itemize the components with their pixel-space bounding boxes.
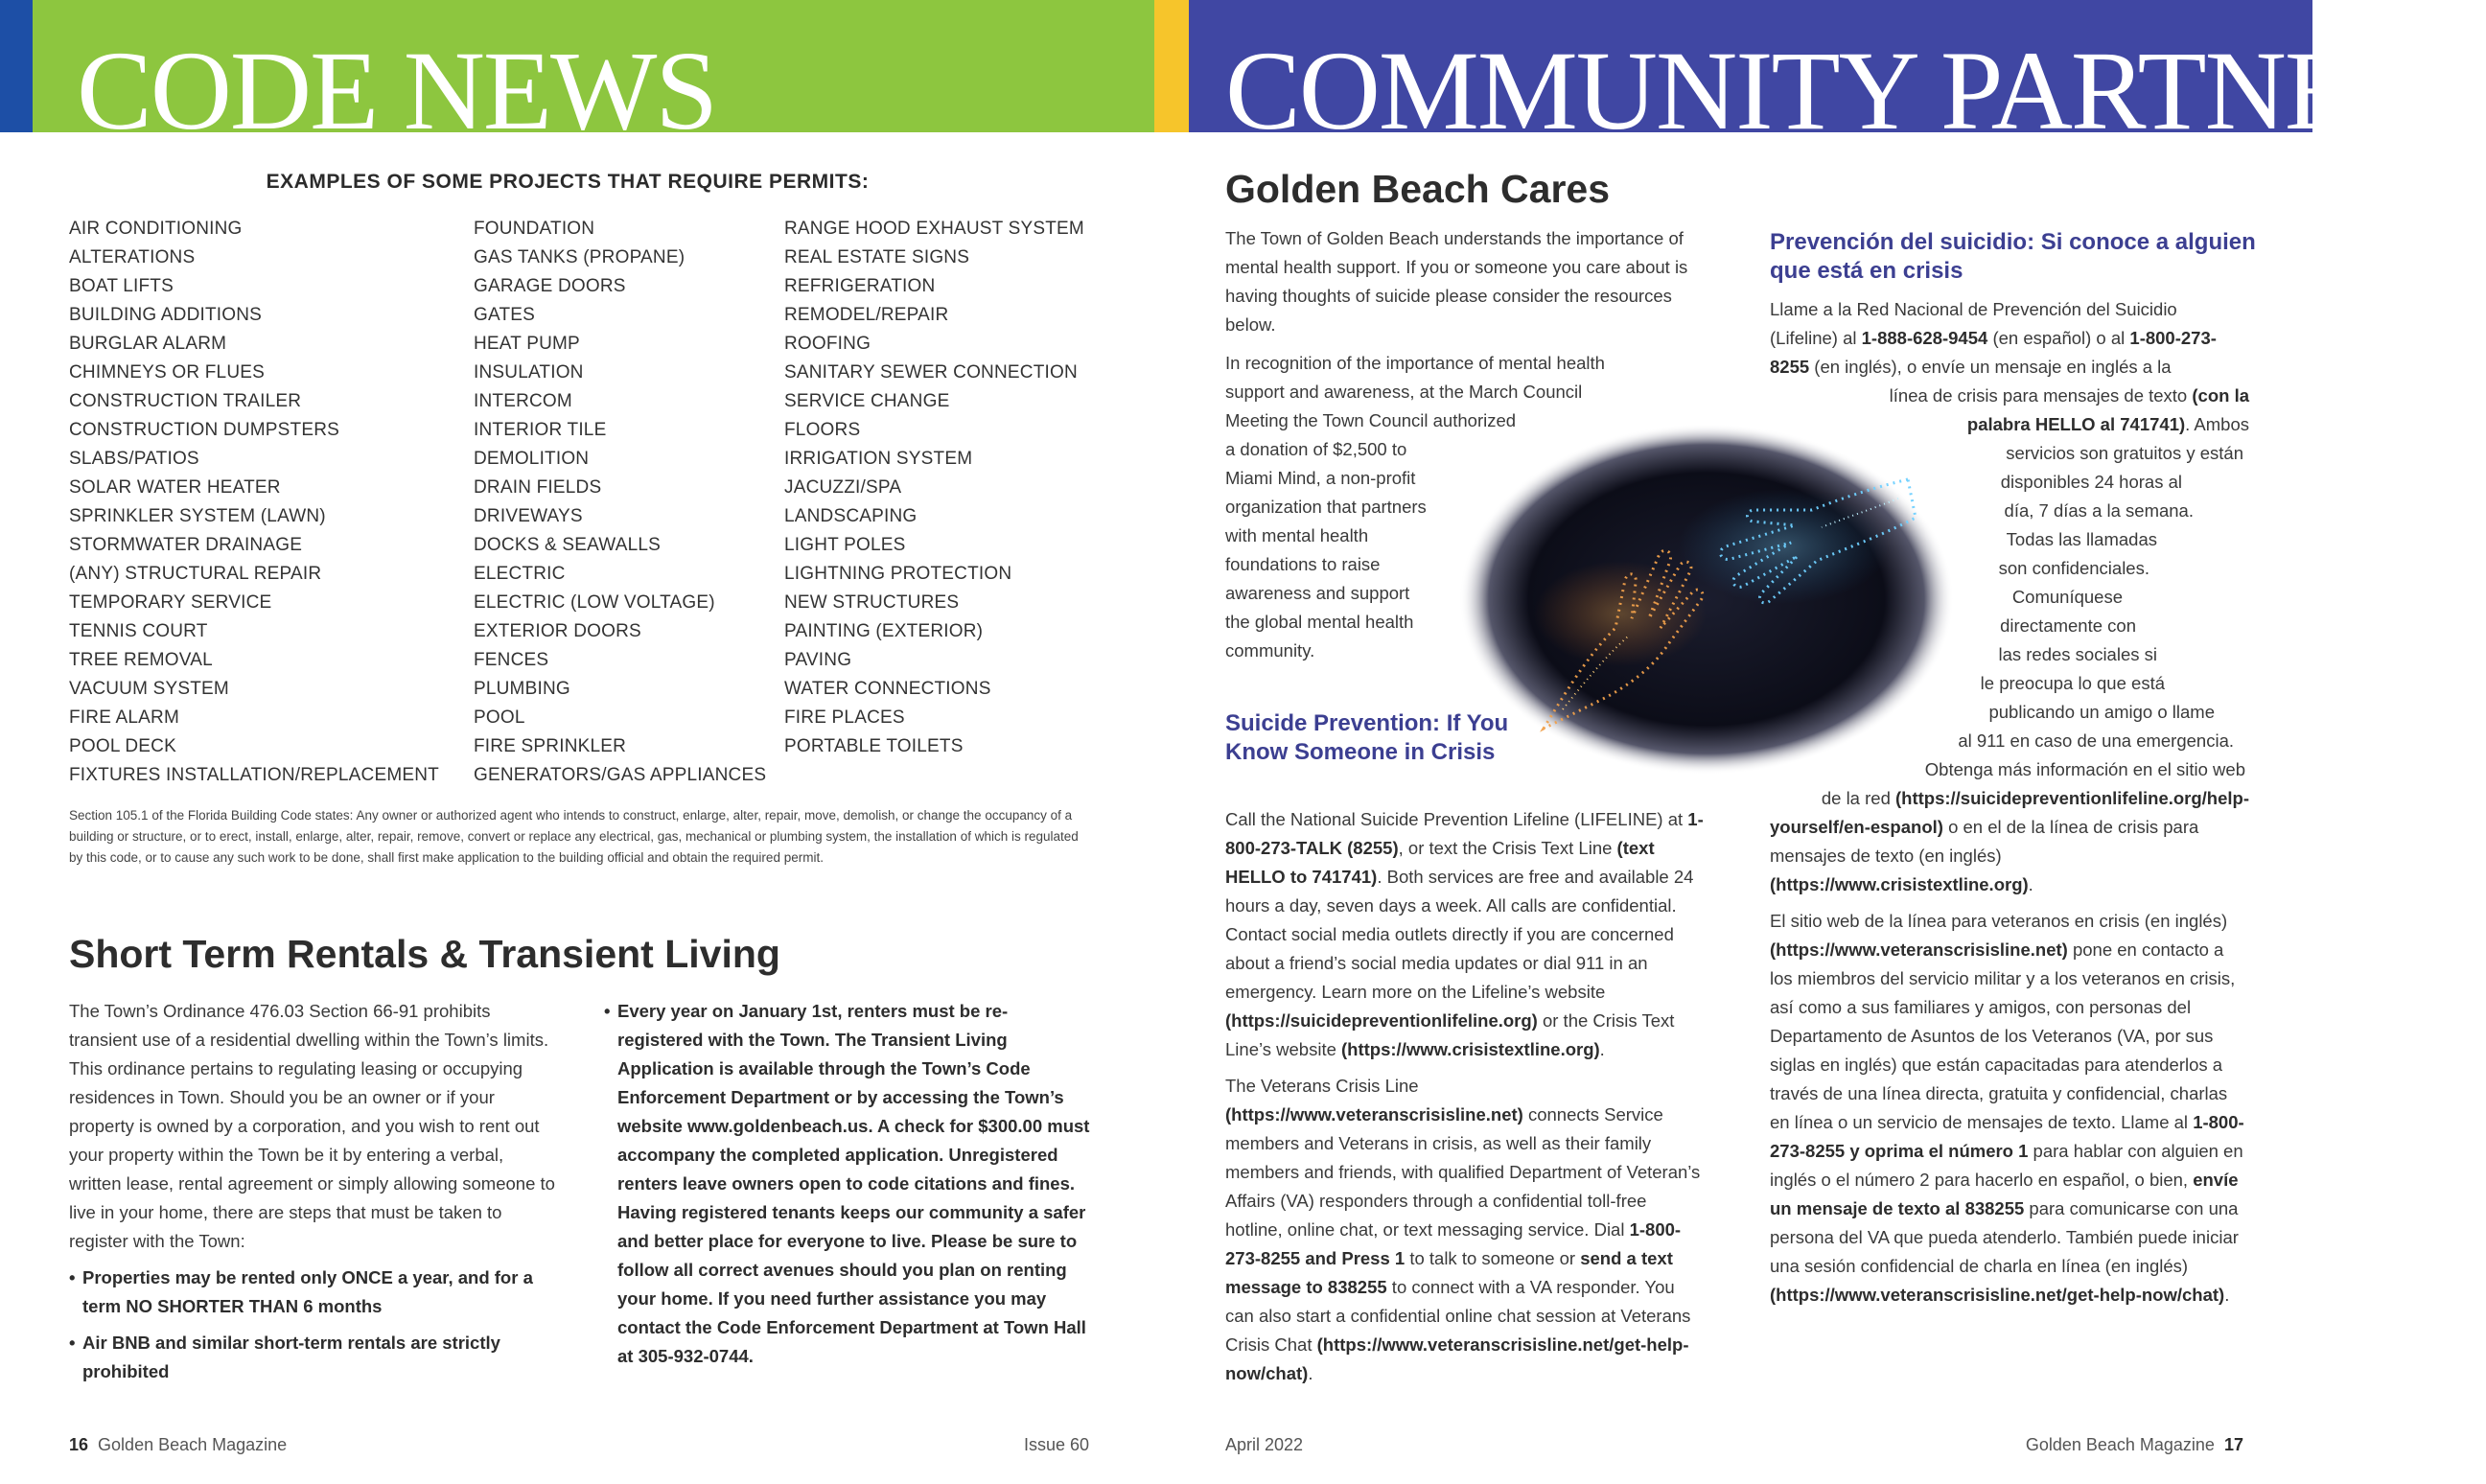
text-line: disponibles 24 horas al bbox=[2000, 472, 2182, 492]
text-line: the global mental health bbox=[1225, 612, 1414, 632]
permit-item: ELECTRIC bbox=[474, 564, 566, 584]
permits-list-col1 bbox=[69, 215, 439, 790]
permit-item: FIRE ALARM bbox=[69, 707, 179, 728]
permit-item: REAL ESTATE SIGNS bbox=[784, 247, 970, 267]
list-item: • Properties may be rented only ONCE a year, and for a term NO SHORTER THAN 6 months bbox=[69, 1264, 568, 1321]
text-line: le preocupa lo que está bbox=[1980, 673, 2165, 693]
cares-paragraph-1: The Town of Golden Beach understands the importance of mental health support. If you or someone you care about is having thoughts of suicide please consider the resources below. bbox=[1225, 228, 1688, 335]
page-number-right: 17 bbox=[2223, 1435, 2243, 1454]
permit-item: ROOFING bbox=[784, 334, 871, 354]
text-line: las redes sociales si bbox=[1998, 644, 2157, 664]
permits-list-col2 bbox=[474, 215, 766, 790]
permit-item: POOL DECK bbox=[69, 736, 176, 756]
text-line: línea de crisis para mensajes de texto (con la bbox=[1889, 385, 2249, 406]
lifeline-paragraph: Call the National Suicide Prevention Lifeline (LIFELINE) at 1-800-273-TALK (8255), or text the Crisis Text Line (text HELLO to 741741). Both services are free and available 24 hours a day, seven days a week. All calls are confidential. Contact social media outlets directly if you are concerned about a friend’s social media updates or dial 911 in an emergency. Learn more on the Lifeline’s website (https://suicidepreventionlifeline.org) or the Crisis Text Line’s website (https://www.crisistextline.org). bbox=[1225, 809, 1704, 1059]
magazine-name-left: Golden Beach Magazine bbox=[98, 1435, 288, 1454]
text-line: Meeting the Town Council authorized bbox=[1225, 410, 1517, 430]
permit-item: REMODEL/REPAIR bbox=[784, 305, 949, 325]
text-line: al 911 en caso de una emergencia. bbox=[1958, 730, 2234, 751]
permit-item: FIRE PLACES bbox=[784, 707, 905, 728]
permit-item: TREE REMOVAL bbox=[69, 650, 213, 670]
permit-item: EXTERIOR DOORS bbox=[474, 621, 641, 641]
spanish-p1-tail: yourself/en-espanol) o en el de la línea de crisis para mensajes de texto (en inglés) (https://www.crisistextline.org). bbox=[1770, 817, 2199, 894]
permit-item: ALTERATIONS bbox=[69, 247, 196, 267]
permit-item: PLUMBING bbox=[474, 679, 570, 699]
permit-item: GATES bbox=[474, 305, 535, 325]
magazine-name-right: Golden Beach Magazine bbox=[2025, 1435, 2215, 1454]
text-line: support and awareness, at the March Council bbox=[1225, 382, 1583, 402]
permit-item: WATER CONNECTIONS bbox=[784, 679, 991, 699]
permit-item: INTERIOR TILE bbox=[474, 420, 607, 440]
permit-item: RANGE HOOD EXHAUST SYSTEM bbox=[784, 219, 1084, 239]
permit-item: DRIVEWAYS bbox=[474, 506, 583, 526]
permits-list-col3 bbox=[784, 215, 1084, 761]
page-number-left: 16 bbox=[69, 1435, 89, 1454]
permit-item: LANDSCAPING bbox=[784, 506, 918, 526]
text-line: día, 7 días a la semana. bbox=[2004, 500, 2194, 521]
text-line: Comuníquese bbox=[2011, 587, 2123, 607]
permit-item: FIRE SPRINKLER bbox=[474, 736, 627, 756]
code-news-banner bbox=[33, 0, 1154, 153]
permit-item: FIXTURES INSTALLATION/REPLACEMENT bbox=[69, 765, 439, 785]
rentals-bullets-left bbox=[69, 1264, 568, 1394]
text-line: foundations to raise bbox=[1225, 554, 1381, 574]
permit-item: TEMPORARY SERVICE bbox=[69, 592, 272, 613]
text-line: publicando un amigo o llame bbox=[1988, 702, 2215, 722]
spanish-wrapped-lines bbox=[1770, 382, 2249, 813]
permit-item: SOLAR WATER HEATER bbox=[69, 477, 281, 498]
permit-item: INSULATION bbox=[474, 362, 584, 383]
permit-item: PORTABLE TOILETS bbox=[784, 736, 964, 756]
permit-item: IRRIGATION SYSTEM bbox=[784, 449, 973, 469]
permit-item: TENNIS COURT bbox=[69, 621, 208, 641]
permit-item: GAS TANKS (PROPANE) bbox=[474, 247, 685, 267]
permit-item: POOL bbox=[474, 707, 525, 728]
header-accent-yellow bbox=[1154, 0, 1189, 132]
permit-item: SANITARY SEWER CONNECTION bbox=[784, 362, 1078, 383]
permit-item: CHIMNEYS OR FLUES bbox=[69, 362, 265, 383]
permit-item: LIGHTNING PROTECTION bbox=[784, 564, 1012, 584]
permits-heading: EXAMPLES OF SOME PROJECTS THAT REQUIRE PERMITS: bbox=[266, 171, 870, 193]
permit-item: ELECTRIC (LOW VOLTAGE) bbox=[474, 592, 715, 613]
permit-item: CONSTRUCTION DUMPSTERS bbox=[69, 420, 340, 440]
text-line: palabra HELLO al 741741). Ambos bbox=[1966, 414, 2249, 434]
text-line: with mental health bbox=[1225, 525, 1369, 545]
permit-item: PAVING bbox=[784, 650, 852, 670]
rentals-body: The Town’s Ordinance 476.03 Section 66-91 prohibits transient use of a residential dwelling within the Town’s limits. This ordinance pertains to regulating leasing or occupying residences in Town. Should you be an owner or if your property is owned by a corporation, and you wish to rent out your property within the Town be it by entering a verbal, written lease, rental agreement or simply allowing someone to live in your home, there are steps that must be taken to register with the Town: bbox=[69, 1001, 555, 1251]
golden-beach-cares-title: Golden Beach Cares bbox=[1225, 167, 1611, 211]
permit-item: FLOORS bbox=[784, 420, 861, 440]
rentals-bullet-right bbox=[604, 997, 1093, 1379]
permit-item: BOAT LIFTS bbox=[69, 276, 174, 296]
list-item: • Every year on January 1st, renters must be re-registered with the Town. The Transient Living Application is available through the Town’s Code Enforcement Department or by accessing the Town’s website www.goldenbeach.us. A check for $300.00 must accompany the completed application. Unregistered renters leave owners open to code citations and fines. Having registered tenants keeps our community a safer and better place for everyone to live. Please be sure to follow all correct avenues should you plan on renting your home. If you need further assistance you may contact the Code Enforcement Department at Town Hall at 305-932-0744. bbox=[604, 997, 1093, 1371]
permit-item: (ANY) STRUCTURAL REPAIR bbox=[69, 564, 322, 584]
veterans-crisis-paragraph: The Veterans Crisis Line (https://www.veteranscrisisline.net) connects Service members and Veterans in crisis, as well as their family members and friends, with qualified Department of Veteran’s Affairs (VA) responders through a confidential toll-free hotline, online chat, or text messaging service. Dial 1-800-273-8255 and Press 1 to talk to someone or send a text message to 838255 to connect with a VA responder. You can also start a confidential online chat session at Veterans Crisis Chat (https://www.veteranscrisisline.net/get-help-now/chat). bbox=[1225, 1076, 1701, 1383]
rentals-title: Short Term Rentals & Transient Living bbox=[69, 932, 780, 976]
header-accent-blue bbox=[0, 0, 33, 132]
permit-item: SPRINKLER SYSTEM (LAWN) bbox=[69, 506, 326, 526]
community-partners-title: COMMUNITY PARTNERS bbox=[1225, 28, 2486, 153]
text-line: community. bbox=[1225, 640, 1315, 661]
text-line: In recognition of the importance of mental health bbox=[1225, 353, 1605, 373]
permit-item: BURGLAR ALARM bbox=[69, 334, 227, 354]
permit-item: REFRIGERATION bbox=[784, 276, 936, 296]
permit-item: STORMWATER DRAINAGE bbox=[69, 535, 303, 555]
suicide-prevention-body bbox=[1225, 805, 1705, 1396]
text-line: servicios son gratuitos y están bbox=[2006, 443, 2243, 463]
permit-item: JACUZZI/SPA bbox=[784, 477, 902, 498]
permit-item: LIGHT POLES bbox=[784, 535, 906, 555]
text-line: directamente con bbox=[2000, 615, 2136, 636]
text-line: awareness and support bbox=[1225, 583, 1410, 603]
permit-item: FENCES bbox=[474, 650, 549, 670]
spanish-paragraph-2: El sitio web de la línea para veteranos en crisis (en inglés) (https://www.veteranscrisisline.net) pone en contacto a los miembros del servicio militar y a los veteranos en crisis, así como a sus familiares y amigos, con personas del Departamento de Asuntos de los Veteranos (VA, por sus siglas en inglés) que están capacitadas para atenderlos a través de una línea directa, gratuita y confidencial, charlas en línea o un servicio de mensajes de texto. Llame al 1-800-273-8255 y oprima el número 1 para hablar con alguien en inglés o el número 2 para hacerlo en español, o bien, envíe un mensaje de texto al 838255 para comunicarse con una persona del VA que pueda atenderlo. También puede iniciar una sesión confidencial de charla en línea (en inglés) (https://www.veteranscrisisline.net/get-help-now/chat). bbox=[1770, 911, 2244, 1305]
footer-left bbox=[69, 1435, 287, 1455]
permit-item: HEAT PUMP bbox=[474, 334, 580, 354]
permit-item: SLABS/PATIOS bbox=[69, 449, 199, 469]
permit-item: CONSTRUCTION TRAILER bbox=[69, 391, 302, 411]
list-item: • Air BNB and similar short-term rentals are strictly prohibited bbox=[69, 1329, 568, 1386]
permit-item: SERVICE CHANGE bbox=[784, 391, 950, 411]
permit-item: FOUNDATION bbox=[474, 219, 595, 239]
permit-item: AIR CONDITIONING bbox=[69, 219, 243, 239]
community-partners-banner bbox=[1189, 0, 2486, 153]
permit-item: DEMOLITION bbox=[474, 449, 590, 469]
building-code-note: Section 105.1 of the Florida Building Code states: Any owner or authorized agent who intends to construct, enlarge, alter, repair, move, demolish, or change the occupancy of a building or structure, or to erect, install, enlarge, alter, repair, remove, convert or replace any electrical, gas, mechanical or plumbing system, the installation of which is regulated by this code, or to cause any such work to be done, shall first make application to the building official and obtain the required permit. bbox=[69, 808, 1079, 865]
text-line: a donation of $2,500 to bbox=[1225, 439, 1407, 459]
text-line: de la red (https://suicidepreventionlifeline.org/help- bbox=[1821, 788, 2249, 808]
permit-item: BUILDING ADDITIONS bbox=[69, 305, 263, 325]
permit-item: INTERCOM bbox=[474, 391, 572, 411]
spanish-paragraph-1 bbox=[1770, 295, 2249, 899]
permit-item: VACUUM SYSTEM bbox=[69, 679, 229, 699]
footer-right bbox=[2026, 1435, 2243, 1455]
text-line: organization that partners bbox=[1225, 497, 1427, 517]
text-line: son confidenciales. bbox=[1998, 558, 2149, 578]
permit-item: DRAIN FIELDS bbox=[474, 477, 602, 498]
cares-intro bbox=[1225, 224, 1705, 347]
issue-date: April 2022 bbox=[1225, 1435, 1304, 1454]
text-line: Obtenga más información en el sitio web bbox=[1924, 759, 2245, 779]
permit-item: GARAGE DOORS bbox=[474, 276, 626, 296]
permit-item: DOCKS & SEAWALLS bbox=[474, 535, 662, 555]
issue-number: Issue 60 bbox=[1024, 1435, 1090, 1454]
text-line: Todas las llamadas bbox=[2006, 529, 2157, 549]
text-line: Miami Mind, a non-profit bbox=[1225, 468, 1416, 488]
spanish-p1-top: Llame a la Red Nacional de Prevención del Suicidio (Lifeline) al 1-888-628-9454 (en español) o al 1-800-273-8255 (en inglés), o envíe un mensaje en inglés a la bbox=[1770, 299, 2217, 377]
prevencion-suicidio-title: Prevención del suicidio: Si conoce a alguien que está en crisis bbox=[1770, 229, 2256, 284]
permit-item: GENERATORS/GAS APPLIANCES bbox=[474, 765, 767, 785]
permit-item: NEW STRUCTURES bbox=[784, 592, 960, 613]
suicide-prevention-title: Suicide Prevention: If You Know Someone in Crisis bbox=[1225, 710, 1509, 765]
permit-item: PAINTING (EXTERIOR) bbox=[784, 621, 984, 641]
code-news-title: CODE NEWS bbox=[77, 28, 717, 153]
